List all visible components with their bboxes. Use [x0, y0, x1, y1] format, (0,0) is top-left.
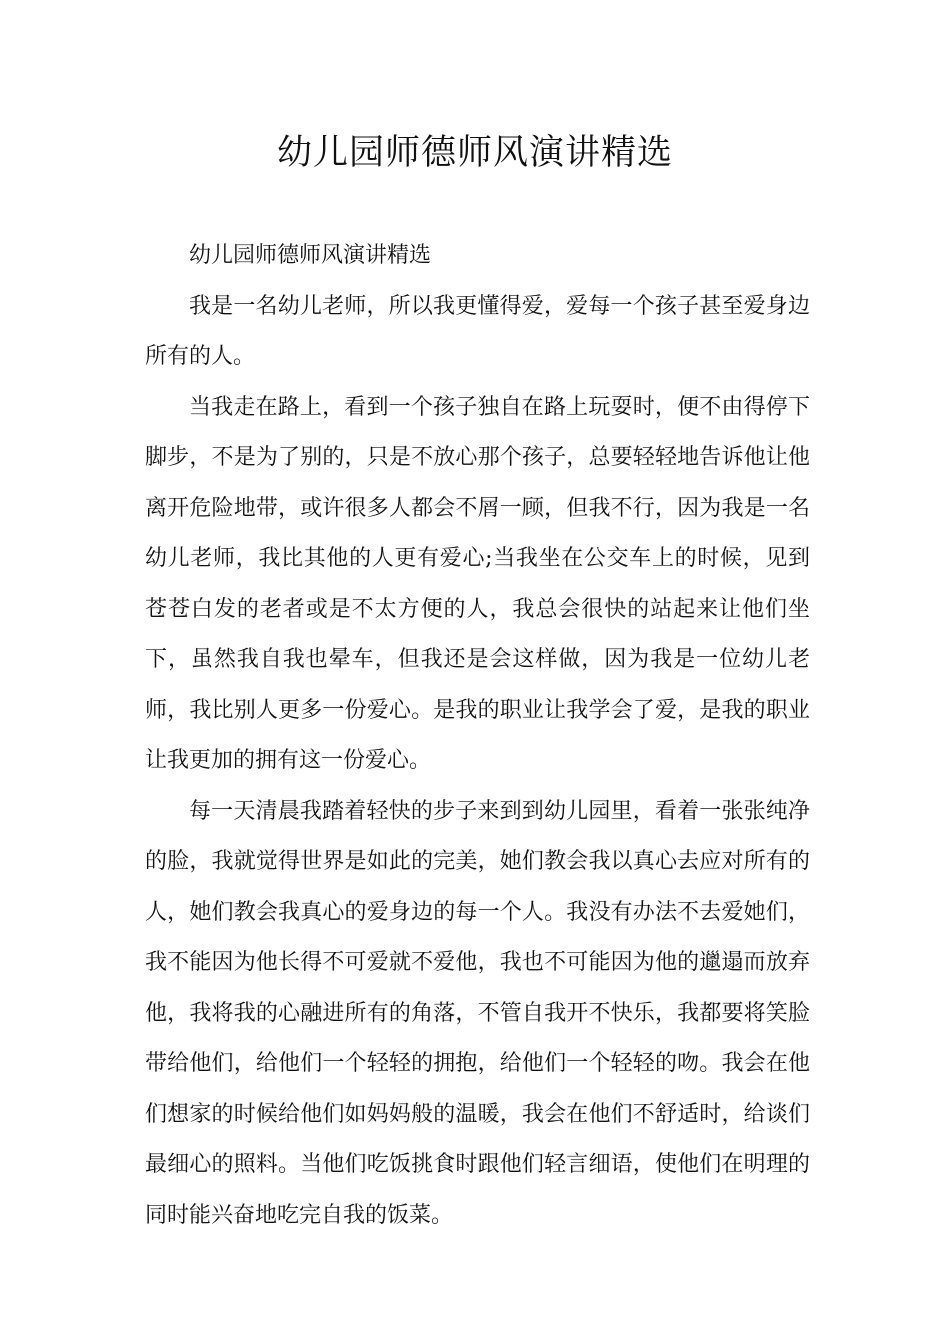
document-title: 幼儿园师德师风演讲精选	[276, 133, 673, 173]
paragraph-2: 当我走在路上，看到一个孩子独自在路上玩耍时，便不由得停下脚步，不是为了别的，只是不放心那个孩子，总要轻轻地告诉他让他离开危险地带，或许很多人都会不屑一顾，但我不行，因为我是一名幼儿老师，我比其他的人更有爱心;当我坐在公交车上的时候，见到苍苍白发的老者或是不太方便的人，我总会很快的站起来让他们坐下，虽然我自我也晕车，但我还是会这样做，因为我是一位幼儿老师，我比别人更多一份爱心。是我的职业让我学会了爱，是我的职业让我更加的拥有这一份爱心。	[145, 394, 810, 773]
paragraph-subtitle: 幼儿园师德师风演讲精选	[189, 243, 432, 268]
paragraph-3: 每一天清晨我踏着轻快的步子来到到幼儿园里，看着一张张纯净的脸，我就觉得世界是如此的完美，她们教会我以真心去应对所有的人，她们教会我真心的爱身边的每一个人。我没有办法不去爱她们，我不能因为他长得不可爱就不爱他，我也不可能因为他的邋遢而放弃他，我将我的心融进所有的角落，不管自我开不快乐，我都要将笑脸带给他们，给他们一个轻轻的拥抱，给他们一个轻轻的吻。我会在他们想家的时候给他们如妈妈般的温暖，我会在他们不舒适时，给谈们最细心的照料。当他们吃饭挑食时跟他们轻言细语，使他们在明理的同时能兴奋地吃完自我的饭菜。	[145, 798, 810, 1228]
document-body	[145, 231, 810, 1241]
paragraph-1: 我是一名幼儿老师，所以我更懂得爱，爱每一个孩子甚至爱身边所有的人。	[145, 293, 810, 369]
